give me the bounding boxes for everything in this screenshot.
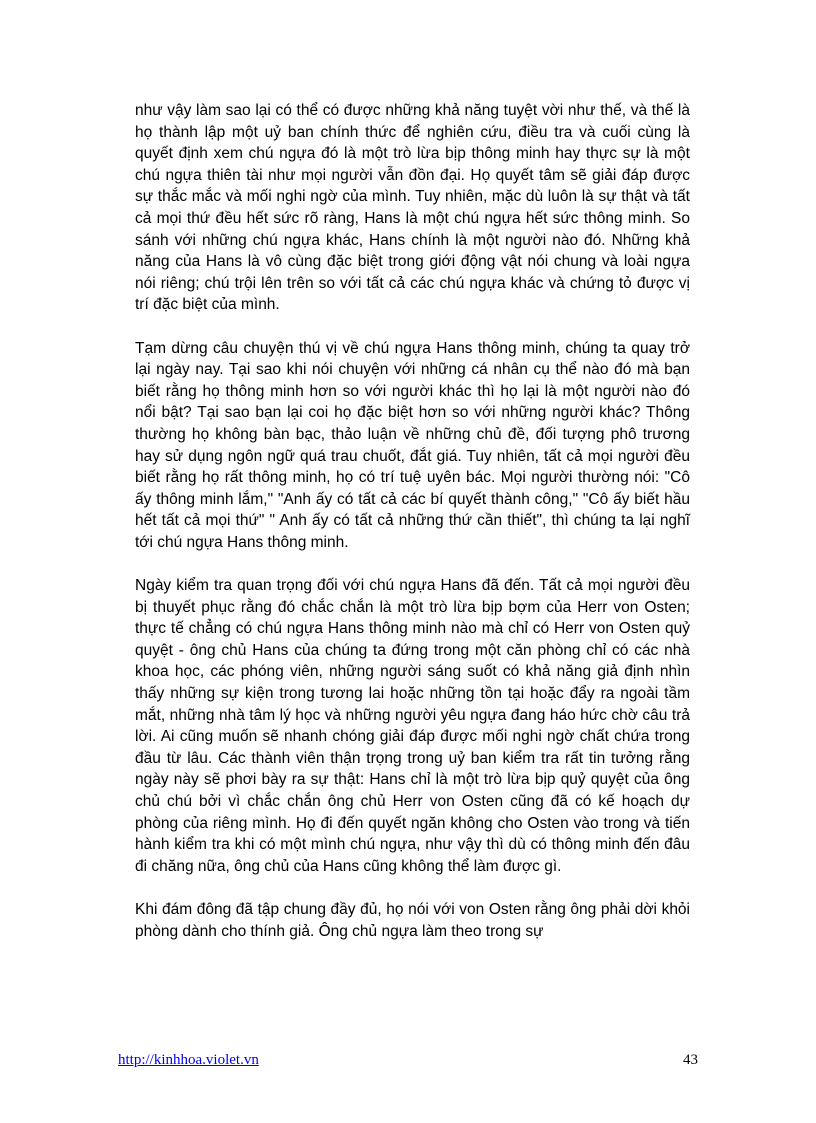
body-text — [135, 100, 690, 964]
footer-link[interactable]: http://kinhhoa.violet.vn — [118, 1052, 259, 1068]
page-footer — [118, 1052, 698, 1074]
paragraph-3: Ngày kiểm tra quan trọng đối với chú ngựa Hans đã đến. Tất cả mọi người đều bị thuyết phục rằng đó chắc chắn là một trò lừa bịp bợm của Herr von Osten; thực tế chẳng có chú ngựa Hans thông minh nào mà chỉ có Herr von Osten quỷ quyệt - ông chủ Hans của chúng ta đứng trong một căn phòng chỉ có các nhà khoa học, các phóng viên, những người sáng suốt có khả năng giả định nhìn thấy những sự kiện trong tương lai hoặc những tồn tại hoặc đẩy ra ngoài tầm mắt, những nhà tâm lý học và những người yêu ngựa đang háo hức chờ câu trả lời. Ai cũng muốn sẽ nhanh chóng giải đáp được mối nghi ngờ chất chứa trong đầu từ lâu. Các thành viên thận trọng trong uỷ ban kiểm tra rất tin tưởng rằng ngày này sẽ phơi bày ra sự thật: Hans chỉ là một trò lừa bịp quỷ quyệt của ông chủ chú bởi vì chắc chắn ông chủ Herr von Osten cũng đã có kế hoạch dự phòng của riêng mình. Họ đi đến quyết ngăn không cho Osten vào trong và tiến hành kiểm tra khi có một mình chú ngựa, như vậy thì dù có thông minh đến đâu đi chăng nữa, ông chủ của Hans cũng không thể làm được gì. — [135, 577, 690, 875]
paragraph-1: như vậy làm sao lại có thể có được những khả năng tuyệt vời như thế, và thế là họ thành lập một uỷ ban chính thức để nghiên cứu, điều tra và cuối cùng là quyết định xem chú ngựa đó là một trò lừa bịp thông minh hay thực sự là một chú ngựa thiên tài như mọi người vẫn đồn đại. Họ quyết tâm sẽ giải đáp được sự thắc mắc và mối nghi ngờ của mình. Tuy nhiên, mặc dù luôn là sự thật và tất cả mọi thứ đều hết sức rõ ràng, Hans là một chú ngựa hết sức thông minh. So sánh với những chú ngựa khác, Hans chính là một người nào đó. Những khả năng của Hans là vô cùng đặc biệt trong giới động vật nói chung và loài ngựa nói riêng; chú trội lên trên so với tất cả các chú ngựa khác và chứng tỏ được vị trí đặc biệt của mình. — [135, 102, 690, 314]
paragraph-2: Tạm dừng câu chuyện thú vị về chú ngựa Hans thông minh, chúng ta quay trở lại ngày nay. Tại sao khi nói chuyện với những cá nhân cụ thể nào đó mà bạn biết rằng họ thông minh hơn so với người khác thì họ lại là một người nào đó nổi bật? Tại sao bạn lại coi họ đặc biệt hơn so với những người khác? Thông thường họ không bàn bạc, thảo luận về những chủ đề, đối tượng phô trương hay sử dụng ngôn ngữ quá trau chuốt, đắt giá. Tuy nhiên, tất cả mọi người đều biết rằng họ rất thông minh, họ có trí tuệ uyên bác. Mọi người thường nói: "Cô ấy thông minh lắm," "Anh ấy có tất cả các bí quyết thành công," "Cô ấy biết hầu hết tất cả mọi thứ" " Anh ấy có tất cả những thứ cần thiết", thì chúng ta lại nghĩ tới chú ngựa Hans thông minh. — [135, 339, 690, 551]
paragraph-4: Khi đám đông đã tập chung đầy đủ, họ nói với von Osten rằng ông phải dời khỏi phòng dành cho thính giả. Ông chủ ngựa làm theo trong sự — [135, 900, 690, 940]
page-number: 43 — [683, 1052, 698, 1068]
